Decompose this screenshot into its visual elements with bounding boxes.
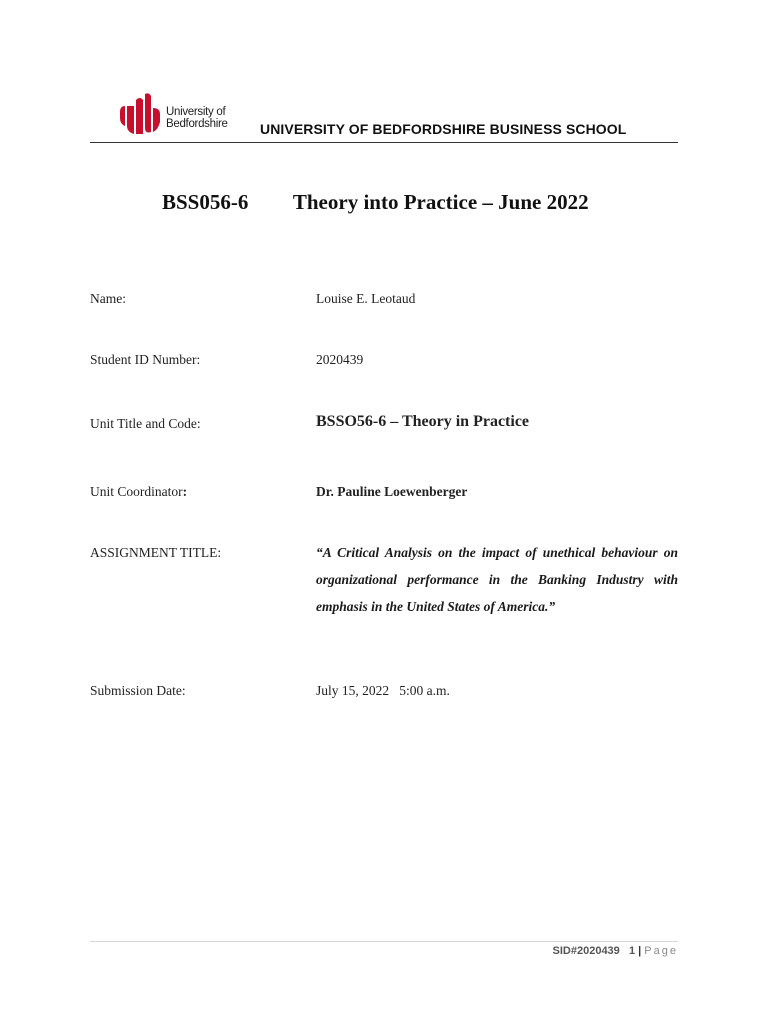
assignment-label: ASSIGNMENT TITLE: [90,545,222,560]
school-name: UNIVERSITY OF BEDFORDSHIRE BUSINESS SCHOOL [260,121,627,137]
page-footer [553,945,678,957]
name-label: Name: [90,291,126,306]
logo-wordmark [166,106,228,130]
name-value: Louise E. Leotaud [316,291,416,306]
logo-line-1: University of [166,106,226,118]
submission-value: July 15, 2022 5:00 a.m. [316,683,450,698]
coordinator-label [90,484,187,500]
document-title [162,190,589,215]
footer-separator: | [638,945,642,957]
student-id-value: 2020439 [316,352,364,367]
footer-divider [90,941,678,942]
unit-title-label: Unit Title and Code: [90,416,201,431]
page-number: 1 [628,945,636,957]
student-id-label: Student ID Number: [90,352,201,367]
coordinator-label-colon: : [182,484,188,499]
university-logo-icon [118,92,164,138]
document-header [90,92,678,143]
coordinator-label-text: Unit Coordinator [90,484,183,499]
course-code: BSS056-6 [162,190,249,214]
page-label: Page [644,945,678,957]
coordinator-value: Dr. Pauline Loewenberger [316,484,468,499]
assignment-title-value: “A Critical Analysis on the impact of unethical behaviour on organizational performance in the Banking Industry with emphasis in the United States of America.” [316,545,678,614]
footer-sid: SID#2020439 [552,945,620,957]
unit-title-value: BSSO56-6 – Theory in Practice [316,413,530,430]
logo-line-2: Bedfordshire [166,118,228,130]
university-logo [118,92,238,138]
submission-label: Submission Date: [90,683,186,698]
course-title: Theory into Practice – June 2022 [292,190,589,214]
